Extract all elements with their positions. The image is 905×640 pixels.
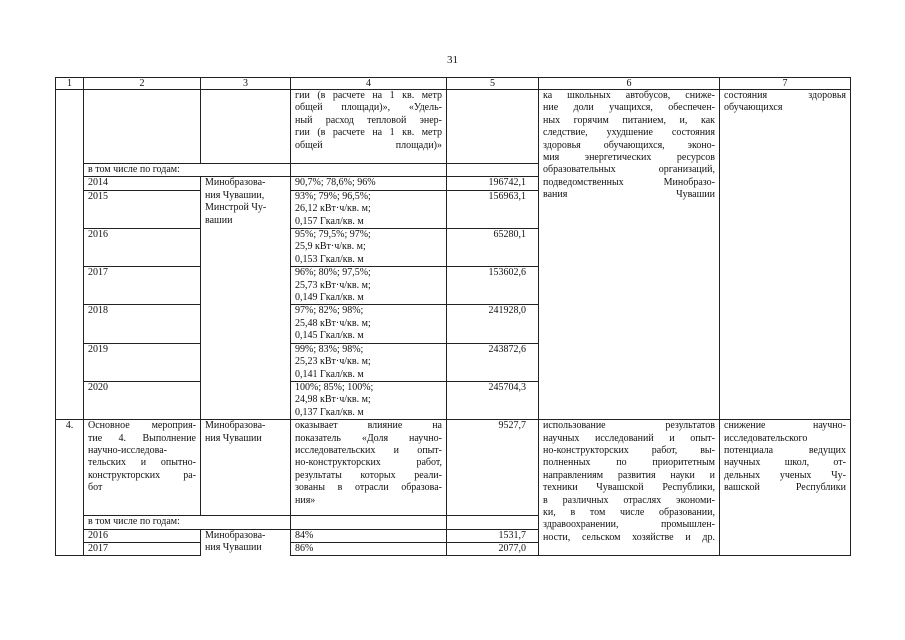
amount-cell: 241928,0 [447,305,539,343]
indicator-value-cell-line: 99%; 83%; 98%; [295,343,364,355]
measure-by-years-value [291,516,447,529]
amount-cell: 1531,7 [447,529,539,542]
measure-consequence-cell-line: техники Чувашской Республики, [543,482,715,494]
indicator-value-cell [291,190,447,228]
measure-risk-cell-line: дельных ученых Чу- [724,469,846,481]
measure-consequence-cell-line: но-конструкторских работ, вы- [543,444,715,456]
indicator-value-cell-line: 0,145 Гкал/кв. м [295,330,364,342]
measure-name-cell [84,420,201,516]
measure-consequence-cell-line: здравоохранении, промышлен- [543,519,715,531]
cont-indicator-cell-line: гии (в расчете на 1 кв. метр [295,127,442,139]
measure-executor-cell [201,420,291,516]
measure-indicator-cell-line: оказывает влияние на [295,420,442,432]
cont-consequence-cell-line: здоровья обучающихся, эконо- [543,139,715,151]
cont-consequence-cell [539,90,720,420]
column-header: 7 [720,78,851,90]
indicator-value-cell-line: 0,149 Гкал/кв. м [295,292,364,304]
indicator-value-cell-line: 24,98 кВт·ч/кв. м; [295,394,371,406]
year-cell: 2014 [84,177,201,190]
measure-amount-cell: 9527,7 [447,420,539,516]
measure-indicator-cell-line: но-конструкторских работ, [295,457,442,469]
cont-indicator-cell-line: общей площади)», «Удель- [295,102,442,114]
cont-consequence-cell-line: ние доли учащихся, обеспечен- [543,102,715,114]
by-years-label: в том числе по годам: [84,164,291,177]
measure-indicator-cell-line: зованы в отрасли образова- [295,482,442,494]
indicator-value-cell-line: 95%; 79,5%; 97%; [295,229,371,241]
cont-consequence-cell-line: ка школьных автобусов, сниже- [543,90,715,101]
measure-name-cell-line: научно-исследова- [88,444,167,456]
indicator-value-cell [291,381,447,419]
measure-consequence-cell-line: направлениям развития науки и [543,469,715,481]
indicator-value-cell-line: 0,137 Гкал/кв. м [295,406,364,418]
measure-name-cell-line: конструкторских ра- [88,469,196,481]
cont-consequence-cell-line: мия энергетических ресурсов [543,152,715,164]
cont-number-cell [56,90,84,420]
year-cell: 2017 [84,542,201,555]
cont-amount-cell [447,90,539,164]
column-header: 6 [539,78,720,90]
executor-cell-line: Минобразова- [205,177,266,189]
measure-indicator-cell-line: результаты которых реали- [295,469,442,481]
measure-risk-cell-line: снижение научно- [724,420,846,432]
indicator-value-cell: 84% [291,529,447,542]
column-header: 2 [84,78,201,90]
year-cell: 2019 [84,343,201,381]
indicator-value-cell [291,343,447,381]
column-header: 1 [56,78,84,90]
amount-cell: 2077,0 [447,542,539,555]
measure-consequence-cell-line: в различных отраслях экономи- [543,494,715,506]
column-header: 5 [447,78,539,90]
program-table [55,77,851,556]
amount-cell: 153602,6 [447,267,539,305]
measure-executor-cell-line: ния Чувашии [205,432,262,444]
indicator-value-cell-line: 25,23 кВт·ч/кв. м; [295,356,371,368]
cont-indicator-cell [291,90,447,164]
indicator-value-cell [291,177,447,190]
executor-cell: ния Чувашии [201,542,291,555]
executor-cell-line: Минстрой Чу- [205,202,267,214]
year-cell: 2016 [84,229,201,267]
year-cell: 2018 [84,305,201,343]
amount-cell: 245704,3 [447,381,539,419]
indicator-value-cell-line: 90,7%; 78,6%; 96% [295,177,376,189]
cont-risk-cell-line: состояния здоровья [724,90,846,101]
year-cell: 2015 [84,190,201,228]
column-header: 4 [291,78,447,90]
indicator-value-cell-line: 25,9 кВт·ч/кв. м; [295,241,366,253]
executor-cell [201,177,291,420]
measure-executor-cell-line: Минобразова- [205,420,266,432]
cont-name-cell [84,90,201,164]
cont-executor-cell [201,90,291,164]
cont-indicator-cell-line: ный расход тепловой энер- [295,114,442,126]
measure-name-cell-line: тельских и опытно- [88,457,196,469]
indicator-value-cell-line: 96%; 80%; 97,5%; [295,267,371,279]
measure-by-years-amount [447,516,539,529]
measure-name-cell-line: бот [88,482,103,494]
measure-name-cell-line: Основное мероприя- [88,420,196,432]
cont-consequence-cell-line: следствие, ухудшение состояния [543,127,715,139]
measure-risk-cell-line: научных школ, от- [724,457,846,469]
indicator-value-cell-line: 0,157 Гкал/кв. м [295,215,364,227]
by-years-amount [447,164,539,177]
amount-cell: 156963,1 [447,190,539,228]
indicator-value-cell-line: 93%; 79%; 96,5%; [295,190,371,202]
measure-consequence-cell-line: использование результатов [543,420,715,432]
measure-consequence-cell-line: ки, в том числе образовании, [543,506,715,518]
measure-risk-cell-line: исследовательского [724,432,808,444]
header-row [56,78,851,90]
measure-consequence-cell-line: полненных по приоритетным [543,457,715,469]
amount-cell: 65280,1 [447,229,539,267]
measure-risk-cell [720,420,851,556]
indicator-value-cell-line: 97%; 82%; 98%; [295,305,364,317]
measure-indicator-cell-line: исследовательских и опыт- [295,444,442,456]
indicator-value-cell [291,305,447,343]
column-header: 3 [201,78,291,90]
page-number: 31 [447,54,458,66]
cont-indicator-cell-line: гии (в расчете на 1 кв. метр [295,90,442,101]
year-cell: 2020 [84,381,201,419]
measure-risk-cell-line: потенциала ведущих [724,444,846,456]
cont-risk-cell [720,90,851,420]
year-cell: 2017 [84,267,201,305]
cont-consequence-cell-line: образовательных организаций, [543,164,715,176]
executor-cell-line: вашии [205,214,233,226]
cont-consequence-cell-line: вания Чувашии [543,189,715,201]
measure-consequence-cell-line: научных исследований и опыт- [543,432,715,444]
executor-cell: Минобразова- [201,529,291,542]
indicator-value-cell-line: 0,141 Гкал/кв. м [295,368,364,380]
executor-cell-line: ния Чувашии, [205,189,265,201]
indicator-value-cell: 86% [291,542,447,555]
cont-consequence-cell-line: ных горячим питанием, и, как [543,114,715,126]
indicator-value-cell [291,229,447,267]
indicator-value-cell-line: 25,48 кВт·ч/кв. м; [295,317,371,329]
indicator-value-cell [291,267,447,305]
cont-risk-cell-line: обучающихся [724,102,783,114]
measure-indicator-cell-line: ния» [295,494,316,506]
year-cell: 2016 [84,529,201,542]
indicator-value-cell-line: 0,153 Гкал/кв. м [295,253,364,265]
measure-indicator-cell [291,420,447,516]
measure-name-cell-line: тие 4. Выполнение [88,432,196,444]
measure-row [56,420,851,516]
indicator-value-cell-line: 26,12 кВт·ч/кв. м; [295,203,371,215]
indicator-value-cell-line: 25,73 кВт·ч/кв. м; [295,279,371,291]
measure-number-cell: 4. [56,420,84,556]
amount-cell: 196742,1 [447,177,539,190]
measure-risk-cell-line: вашской Республики [724,482,846,494]
measure-indicator-cell-line: показатель «Доля научно- [295,432,442,444]
cont-consequence-cell-line: подведомственных Минобразо- [543,176,715,188]
cont-indicator-cell-line: общей площади)» [295,139,442,151]
indicator-value-cell-line: 100%; 85%; 100%; [295,381,374,393]
continued-row [56,90,851,164]
measure-consequence-cell-line: ности, сельском хозяйстве и др. [543,531,715,543]
measure-consequence-cell [539,420,720,556]
by-years-value [291,164,447,177]
measure-by-years-label: в том числе по годам: [84,516,291,529]
amount-cell: 243872,6 [447,343,539,381]
